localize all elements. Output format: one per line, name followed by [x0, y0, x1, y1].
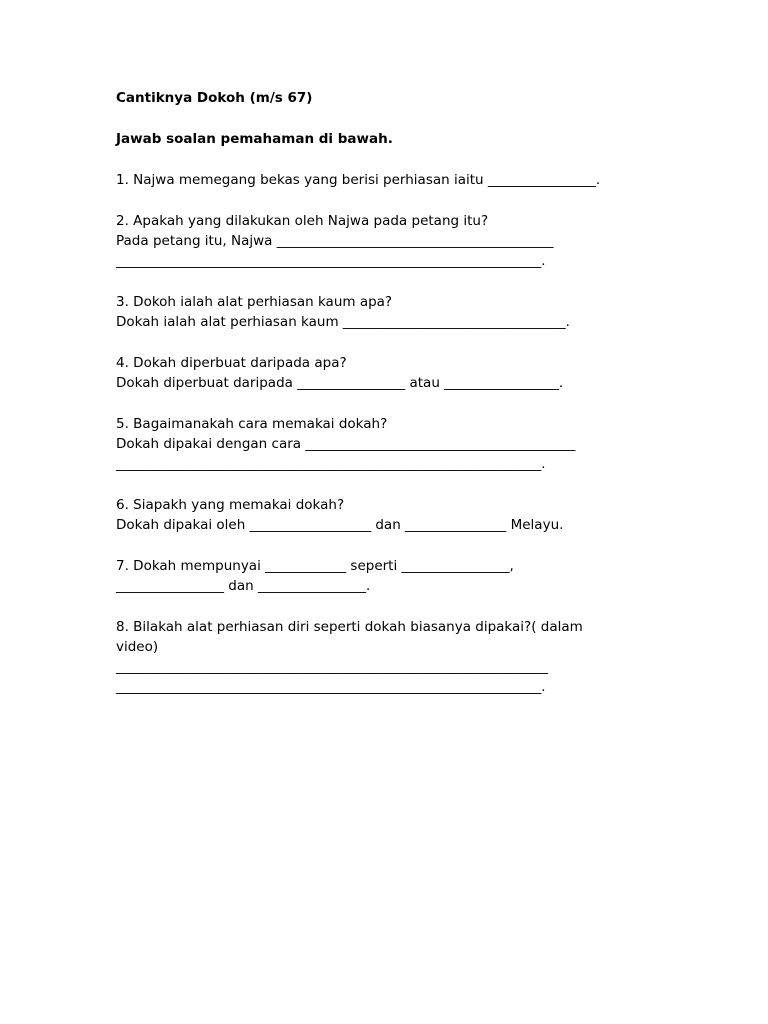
question-4: 4. Dokah diperbuat daripada apa?	[116, 355, 347, 371]
question-3: 3. Dokoh ialah alat perhiasan kaum apa?	[116, 294, 393, 310]
answer-8-line-1: ________________________________________________________________	[116, 659, 548, 675]
worksheet-title: Cantiknya Dokoh (m/s 67)	[116, 90, 313, 106]
answer-4: Dokah diperbuat daripada ________________ atau _________________.	[116, 375, 564, 391]
question-8-line-2: video)	[116, 639, 159, 655]
question-7-line-1: 7. Dokah mempunyai ____________ seperti ________________,	[116, 558, 514, 574]
question-6: 6. Siapakh yang memakai dokah?	[116, 497, 345, 513]
answer-2-line-1: Pada petang itu, Najwa _________________________________________	[116, 233, 554, 249]
answer-5-line-2: _______________________________________________________________.	[116, 456, 546, 472]
answer-3: Dokah ialah alat perhiasan kaum _________________________________.	[116, 314, 570, 330]
question-8-line-1: 8. Bilakah alat perhiasan diri seperti dokah biasanya dipakai?( dalam	[116, 619, 583, 635]
question-5: 5. Bagaimanakah cara memakai dokah?	[116, 416, 388, 432]
instruction: Jawab soalan pemahaman di bawah.	[116, 131, 393, 147]
answer-2-line-2: _______________________________________________________________.	[116, 253, 546, 269]
answer-6: Dokah dipakai oleh __________________ dan _______________ Melayu.	[116, 517, 564, 533]
question-1: 1. Najwa memegang bekas yang berisi perhiasan iaitu ________________.	[116, 172, 601, 188]
answer-8-line-2: _______________________________________________________________.	[116, 679, 546, 695]
question-7-line-2: ________________ dan ________________.	[116, 578, 371, 594]
answer-5-line-1: Dokah dipakai dengan cara ________________________________________	[116, 436, 576, 452]
question-2: 2. Apakah yang dilakukan oleh Najwa pada petang itu?	[116, 213, 489, 229]
